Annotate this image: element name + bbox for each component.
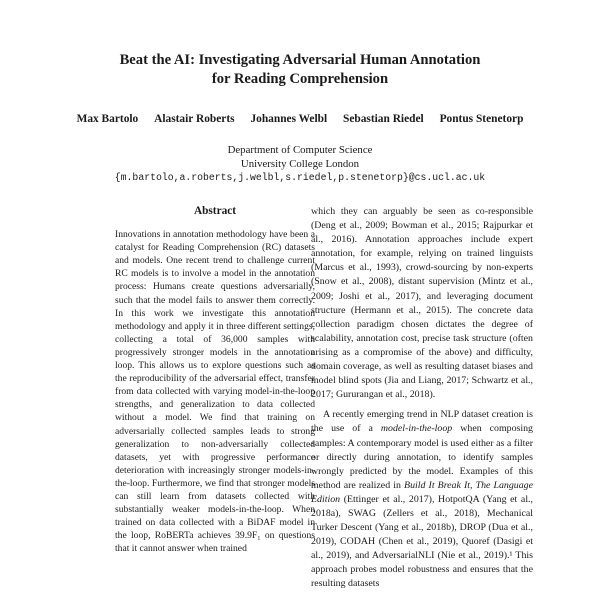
- abstract-heading: Abstract: [193, 205, 237, 217]
- emphasis-build-it-break-it: Build It Break It, The Language Edition: [311, 479, 534, 505]
- author-name: Sebastian Riedel: [343, 113, 424, 125]
- left-column: [115, 205, 315, 555]
- title-line-2: for Reading Comprehension: [211, 71, 389, 87]
- author-emails: {m.bartolo,a.roberts,j.welbl,s.riedel,p.stenetorp}@cs.ucl.ac.uk: [114, 172, 486, 183]
- abstract-text: Innovations in annotation methodology have been a catalyst for Reading Comprehension (RC) datasets and models. One recent trend to challenge current RC models is to involve a model in the annotation process: Humans create questions adversarially, such that the model fails to answer them correctly. In this work we investigate this annotation methodology and apply it in three different settings, collecting a total of 36,000 samples with progressively stronger models in the annotation loop. This allows us to explore questions such as the reproducibility of the adversarial effect, transfer from data collected with varying model-in-the-loop strengths, and generalization to data collected without a model. We find that training on adversarially collected samples leads to strong generalization to non-adversarially collected datasets, yet with progressive performance deterioration with increasingly stronger models-in-the-loop. Furthermore, we find that stronger models can still learn from datasets collected with substantially weaker models-in-the-loop. When trained on data collected with a BiDAF model in the loop, RoBERTa achieves 39.9F₁ on questions that it cannot answer when trained: [115, 229, 315, 555]
- department: Department of Computer Science: [227, 144, 373, 156]
- author-name: Max Bartolo: [76, 113, 139, 125]
- title-line-1: Beat the AI: Investigating Adversarial Human Annotation: [119, 52, 481, 68]
- author-list: [0, 113, 600, 125]
- right-column: [311, 205, 533, 592]
- author-name: Pontus Stenetorp: [439, 113, 524, 125]
- emphasis-model-in-the-loop: model-in-the-loop: [380, 423, 453, 435]
- body-paragraph: which they can arguably be seen as co-responsible (Deng et al., 2009; Bowman et al., 2015; Rajpurkar et al., 2016). Annotation approaches include expert annotation, for example, relying on trained linguists (Marcus et al., 1993), crowd-sourcing by non-experts (Snow et al., 2008), distant supervision (Mintz et al., 2009; Joshi et al., 2017), and leveraging document structure (Hermann et al., 2015). The concrete data collection paradigm chosen dictates the degree of scalability, annotation cost, precise task structure (often arising as a compromise of the above) and difficulty, domain coverage, as well as resulting dataset biases and model blind spots (Jia and Liang, 2017; Schwartz et al., 2017; Gururangan et al., 2018).: [311, 206, 533, 401]
- body-paragraph: [311, 408, 533, 591]
- affiliation: [0, 144, 600, 185]
- author-name: Alastair Roberts: [154, 113, 235, 125]
- para-text: A recently emerging trend in NLP dataset creation is the use of a: [311, 409, 533, 435]
- para-text: when composing samples: A contemporary model is used either as a filter or directly during annotation, to identify samples wrongly predicted by the model. Examples of this method are realized in: [311, 423, 533, 491]
- paper-title: [0, 51, 600, 89]
- author-name: Johannes Welbl: [250, 113, 328, 125]
- para-text: (Ettinger et al., 2017), HotpotQA (Yang et al., 2018a), SWAG (Zellers et al., 2018), Mechanical Turker Descent (Yang et al., 2018b), DROP (Dua et al., 2019), CODAH (Chen et al., 2019), Quoref (Dasigi et al., 2019), and AdversarialNLI (Nie et al., 2019).¹ This approach probes model robustness and ensures that the resulting datasets: [311, 493, 533, 590]
- university: University College London: [240, 157, 360, 170]
